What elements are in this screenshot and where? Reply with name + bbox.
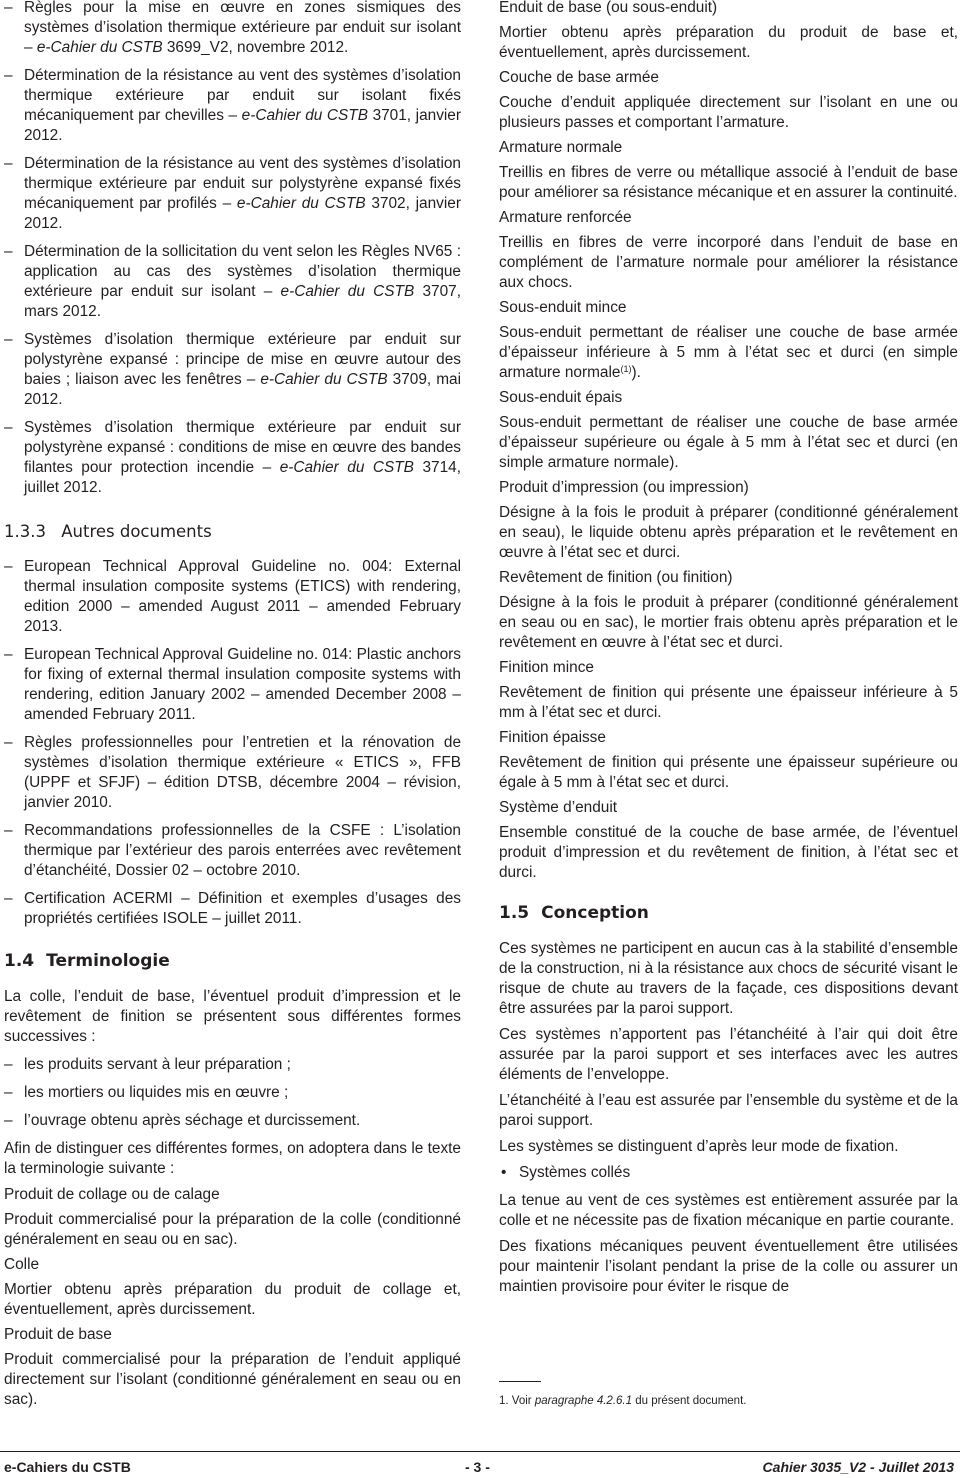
term-title: Enduit de base (ou sous-enduit) <box>499 0 718 16</box>
paragraph: L’étanchéité à l’eau est assurée par l’ensemble du système et de la paroi support. <box>499 1092 958 1129</box>
term-definition: Ensemble constitué de la couche de base armée, de l’éventuel produit d’impression et du revêtement de finition, à l’état sec et durci. <box>499 824 958 881</box>
term-title: Finition épaisse <box>499 729 606 746</box>
footnote-marker: (1) <box>620 364 632 374</box>
footer-page-number: - 3 - <box>465 1459 490 1475</box>
list-item: – l’ouvrage obtenu après séchage et durcissement. <box>4 1111 461 1131</box>
bullet-item: • Systèmes collés <box>499 1163 958 1183</box>
footnote: 1. Voir paragraphe 4.2.6.1 du présent document. <box>499 1395 747 1407</box>
list-item: – Systèmes d’isolation thermique extérieure par enduit sur polystyrène expansé : conditions de mise en œuvre des bandes filantes pour protection incendie – e-Cahier du CSTB 3714, juillet 2012. <box>4 418 461 498</box>
list-item: – Détermination de la sollicitation du vent selon les Règles NV65 : application au cas des systèmes d’isolation thermique extérieure par enduit sur isolant – e-Cahier du CSTB 3707, mars 2012. <box>4 242 461 322</box>
paragraph: La tenue au vent de ces systèmes est entièrement assurée par la colle et ne nécessite pas de fixation mécanique en partie courante. <box>499 1192 958 1229</box>
term-title: Sous-enduit mince <box>499 299 627 316</box>
list-item: – Règles pour la mise en œuvre en zones sismiques des systèmes d’isolation thermique extérieure par enduit sur isolant – e-Cahier du CSTB 3699_V2, novembre 2012. <box>4 0 461 58</box>
list-item: – les mortiers ou liquides mis en œuvre ; <box>4 1083 461 1103</box>
section-heading-1-4: 1.4 Terminologie <box>4 951 170 971</box>
term-definition: Produit commercialisé pour la préparation de l’enduit appliqué directement sur l’isolant (conditionné généralement en seau ou en sac). <box>4 1351 461 1408</box>
intro-paragraph: La colle, l’enduit de base, l’éventuel produit d’impression et le revêtement de finition se présentent sous différentes formes successives : <box>4 988 461 1045</box>
footer-cahier-ref: Cahier 3035_V2 - Juillet 2013 <box>762 1459 954 1475</box>
term-title: Sous-enduit épais <box>499 389 623 406</box>
term-title: Produit de base <box>4 1326 112 1343</box>
list-item: – Règles professionnelles pour l’entretien et la rénovation de systèmes d’isolation thermique extérieure « ETICS », FFB (UPPF et SFJF) – édition DTSB, décembre 2004 – révision, janvier 2010. <box>4 733 461 813</box>
right-column <box>499 0 958 1297</box>
section-heading-1-5: 1.5 Conception <box>499 903 649 923</box>
intro-paragraph-2: Afin de distinguer ces différentes formes, on adoptera dans le texte la terminologie suivante : <box>4 1140 461 1177</box>
footer-publication: e-Cahiers du CSTB <box>4 1459 131 1475</box>
list-item: – European Technical Approval Guideline no. 004: External thermal insulation composite systems (ETICS) with rendering, edition 2000 – amended August 2011 – amended February 2013. <box>4 557 461 637</box>
term-definition: Couche d’enduit appliquée directement sur l’isolant en une ou plusieurs passes et comportant l’armature. <box>499 94 958 131</box>
term-title: Finition mince <box>499 659 594 676</box>
paragraph: Des fixations mécaniques peuvent éventuellement être utilisées pour maintenir l’isolant pendant la prise de la colle ou assurer un maintien provisoire pour éviter le risque de <box>499 1238 958 1295</box>
left-column <box>4 0 461 1410</box>
list-item: – Détermination de la résistance au vent des systèmes d’isolation thermique extérieure par enduit sur isolant fixés mécaniquement par chevilles – e-Cahier du CSTB 3701, janvier 2012. <box>4 66 461 146</box>
term-title: Armature renforcée <box>499 209 632 226</box>
term-definition: Désigne à la fois le produit à préparer (conditionné généralement en seau ou en sac), le mortier frais obtenu après préparation et le revêtement en œuvre à l’état sec et durci. <box>499 594 958 651</box>
term-title: Produit d’impression (ou impression) <box>499 479 749 496</box>
list-item: – European Technical Approval Guideline no. 014: Plastic anchors for fixing of external thermal insulation composite systems with rendering, edition January 2002 – amended December 2008 – amended February 2011. <box>4 645 461 725</box>
term-title: Colle <box>4 1256 40 1273</box>
term-definition: Mortier obtenu après préparation du produit de collage et, éventuellement, après durcissement. <box>4 1281 461 1318</box>
term-definition: Revêtement de finition qui présente une épaisseur inférieure à 5 mm à l’état sec et durci. <box>499 684 958 721</box>
term-definition: Treillis en fibres de verre ou métallique associé à l’enduit de base pour améliorer sa résistance mécanique et en assurer la continuité. <box>499 164 958 201</box>
footer-divider <box>0 1451 960 1452</box>
list-item: – Certification ACERMI – Définition et exemples d’usages des propriétés certifiées ISOLE – juillet 2011. <box>4 889 461 929</box>
term-definition: Désigne à la fois le produit à préparer (conditionné généralement en seau), le liquide obtenu après préparation et le revêtement en œuvre à l’état sec et durci. <box>499 504 958 561</box>
section-heading-1-3-3: 1.3.3 Autres documents <box>4 522 212 541</box>
list-item: – Recommandations professionnelles de la CSFE : L’isolation thermique par l’extérieur des parois enterrées avec revêtement d’étanchéité, Dossier 02 – octobre 2010. <box>4 821 461 881</box>
paragraph: Les systèmes se distinguent d’après leur mode de fixation. <box>499 1138 899 1155</box>
term-definition: Revêtement de finition qui présente une épaisseur supérieure ou égale à 5 mm à l’état sec et durci. <box>499 754 958 791</box>
list-item: – Détermination de la résistance au vent des systèmes d’isolation thermique extérieure par enduit sur polystyrène expansé fixés mécaniquement par profilés – e-Cahier du CSTB 3702, janvier 2012. <box>4 154 461 234</box>
list-item: – Systèmes d’isolation thermique extérieure par enduit sur polystyrène expansé : principe de mise en œuvre autour des baies ; liaison avec les fenêtres – e-Cahier du CSTB 3709, mai 2012. <box>4 330 461 410</box>
footnote-divider <box>499 1381 541 1382</box>
term-definition: Treillis en fibres de verre incorporé dans l’enduit de base en complément de l’armature normale pour améliorer la résistance aux chocs. <box>499 234 958 291</box>
paragraph: Ces systèmes n’apportent pas l’étanchéité à l’air qui doit être assurée par la paroi support et ses interfaces avec les autres éléments de l’enveloppe. <box>499 1026 958 1083</box>
term-definition: Mortier obtenu après préparation du produit de base et, éventuellement, après durcissement. <box>499 24 958 61</box>
term-title: Revêtement de finition (ou finition) <box>499 569 733 586</box>
paragraph: Ces systèmes ne participent en aucun cas à la stabilité d’ensemble de la construction, ni à la résistance aux chocs de sécurité visant le risque de chute au travers de la façade, ces dispositions devant être assurées par la paroi support. <box>499 940 958 1017</box>
term-title: Produit de collage ou de calage <box>4 1186 220 1203</box>
term-title: Système d’enduit <box>499 799 618 816</box>
term-definition: Sous-enduit permettant de réaliser une couche de base armée d’épaisseur inférieure à 5 mm à l’état sec et durci (en simple armature normale$^{(1)}$). <box>499 324 958 381</box>
term-title: Armature normale <box>499 139 623 156</box>
term-title: Couche de base armée <box>499 69 659 86</box>
term-definition: Sous-enduit permettant de réaliser une couche de base armée d’épaisseur supérieure ou égale à 5 mm à l’état sec et durci (en simple armature normale). <box>499 414 958 471</box>
list-item: – les produits servant à leur préparation ; <box>4 1055 461 1075</box>
term-definition: Produit commercialisé pour la préparation de la colle (conditionné généralement en seau ou en sac). <box>4 1211 461 1248</box>
